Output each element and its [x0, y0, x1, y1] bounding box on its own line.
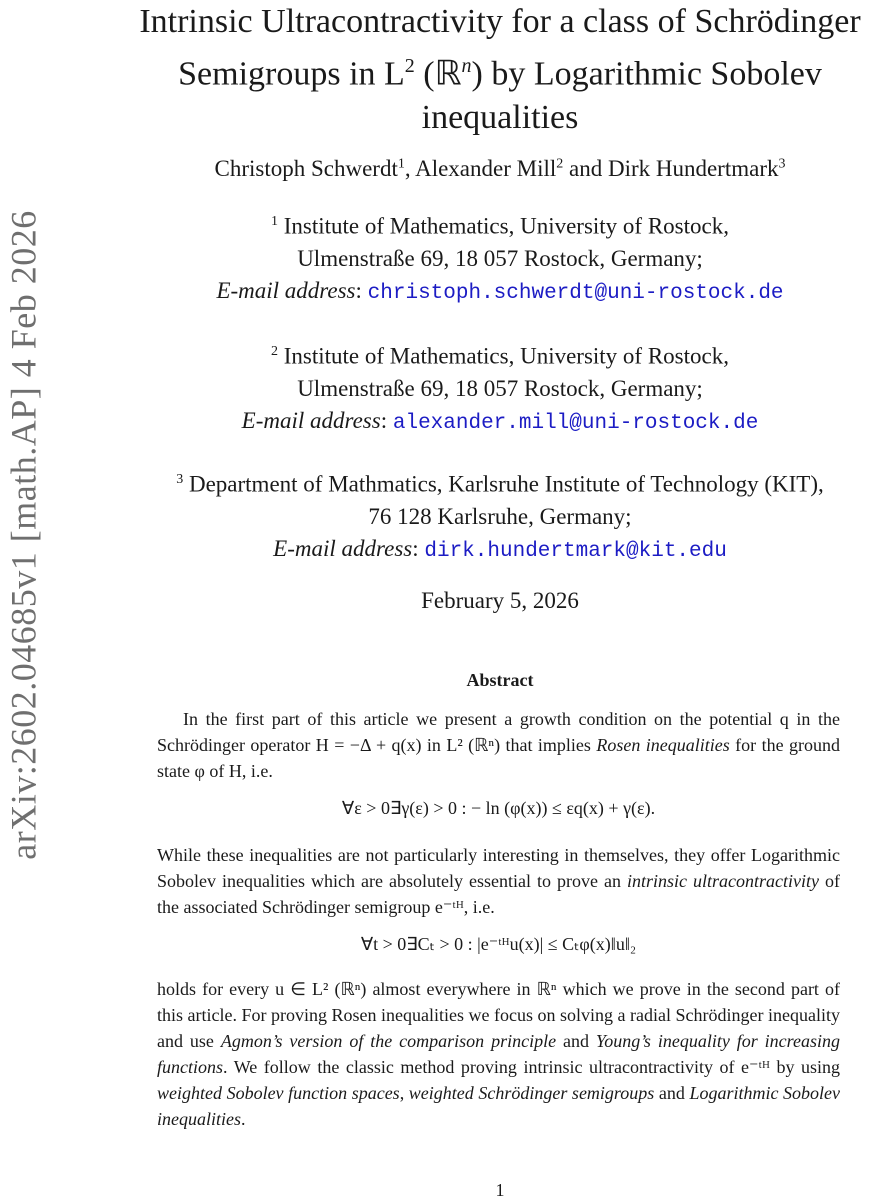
- affiliation-line: [60, 206, 891, 243]
- affiliation-mark: 1: [397, 156, 405, 172]
- affiliation-mark: 3: [176, 472, 184, 487]
- affiliation-2: [60, 336, 891, 440]
- abstract-text: for the ground state φ of H, i.e.: [157, 735, 840, 781]
- abstract-text: ,: [399, 1083, 409, 1103]
- affiliation-line: [60, 336, 891, 373]
- paper-title: [60, 0, 891, 140]
- title-line-3: inequalities: [421, 99, 579, 137]
- affiliation-3: [60, 464, 891, 568]
- rosen-inequality-formula: ∀ε > 0∃γ(ε) > 0 : − ln (φ(x)) ≤ εq(x) + γ(ε).: [341, 798, 656, 818]
- email-label: E-mail address: [216, 277, 356, 303]
- email-label: E-mail address: [273, 535, 413, 561]
- arxiv-stamp: [4, 210, 44, 860]
- author-name: Christoph Schwerdt: [214, 156, 398, 181]
- abstract-emphasis: Agmon’s version of the comparison principle: [220, 1031, 557, 1051]
- abstract-emphasis: weighted Schrödinger semigroups: [408, 1083, 655, 1103]
- affiliation-mark: 2: [271, 344, 278, 359]
- arxiv-identifier: arXiv:2602.04685v1 [math.AP] 4 Feb 2026: [4, 210, 45, 860]
- author-name: and Dirk Hundertmark: [563, 156, 779, 181]
- affiliation-address: Ulmenstraße 69, 18 057 Rostock, Germany;: [297, 245, 703, 271]
- abstract-text: and: [654, 1083, 690, 1103]
- title-line-2: [60, 44, 891, 96]
- abstract-paragraph-2: [157, 842, 840, 920]
- affiliation-address: Ulmenstraße 69, 18 057 Rostock, Germany;: [297, 375, 703, 401]
- title-line-1: Intrinsic Ultracontractivity for a class of Schrödinger: [139, 3, 861, 40]
- affiliation-text: Institute of Mathematics, University of Rostock,: [278, 213, 729, 239]
- abstract-text: holds for every u ∈ L² (ℝⁿ) almost everywhere in ℝⁿ which we prove in the second part of this article. For proving Rosen inequalities we focus on solving a radial Schrödinger inequality and use: [157, 979, 840, 1051]
- email-line: E-mail address: christoph.schwerdt@uni-rostock.de: [216, 277, 784, 305]
- affiliation-mark: 1: [271, 214, 278, 229]
- page-number: 1: [495, 1180, 505, 1200]
- title-superscript: 2: [404, 55, 415, 77]
- abstract-text: In the first part of this article we present a growth condition on the potential q in the Schrödinger operator H = −Δ + q(x) in L² (ℝⁿ) that implies: [157, 709, 840, 755]
- affiliation-address: 76 128 Karlsruhe, Germany;: [368, 503, 632, 529]
- abstract-paragraph-1: [157, 706, 840, 784]
- abstract-text: of the associated Schrödinger semigroup e⁻ᵗᴴ, i.e.: [157, 871, 840, 917]
- affiliation-text: Institute of Mathematics, University of Rostock,: [278, 343, 729, 369]
- abstract-heading: Abstract: [466, 670, 534, 690]
- abstract-emphasis: Rosen inequalities: [596, 735, 730, 755]
- author-list: [60, 156, 891, 182]
- title-text: (ℝ: [414, 55, 462, 93]
- email-label: E-mail address: [241, 407, 381, 433]
- affiliation-1: [60, 206, 891, 310]
- abstract-emphasis: intrinsic ultracontractivity: [626, 871, 819, 891]
- abstract-text: . We follow the classic method proving intrinsic ultracontractivity of e⁻ᵗᴴ by using: [223, 1057, 840, 1077]
- abstract-paragraph-3: [157, 976, 840, 1132]
- affiliation-mark: 2: [556, 156, 564, 172]
- abstract-emphasis: Young’s inequality for increasing functions: [157, 1031, 840, 1077]
- email-line: E-mail address: dirk.hundertmark@kit.edu: [273, 535, 727, 563]
- abstract-text: While these inequalities are not particularly interesting in themselves, they offer Logarithmic Sobolev inequalities which are absolutely essential to prove an: [157, 845, 840, 891]
- affiliation-mark: 3: [778, 156, 786, 172]
- email-link[interactable]: dirk.hundertmark@kit.edu: [424, 539, 727, 563]
- email-line: E-mail address: alexander.mill@uni-rostock.de: [241, 407, 759, 435]
- affiliation-text: Department of Mathmatics, Karlsruhe Institute of Technology (KIT),: [183, 471, 824, 497]
- abstract-text: and: [556, 1031, 596, 1051]
- affiliation-line: [60, 464, 891, 501]
- title-superscript: n: [461, 55, 472, 77]
- abstract-emphasis: weighted Sobolev function spaces: [157, 1083, 400, 1103]
- abstract-emphasis: Logarithmic Sobolev inequalities: [157, 1083, 841, 1129]
- author-name: , Alexander Mill: [404, 156, 557, 181]
- abstract-text: .: [241, 1109, 246, 1129]
- title-text: Semigroups in L: [178, 55, 405, 93]
- publication-date: February 5, 2026: [421, 588, 579, 613]
- title-text: ) by Logarithmic Sobolev: [471, 55, 822, 93]
- email-link[interactable]: alexander.mill@uni-rostock.de: [392, 411, 759, 435]
- ultracontractivity-formula: ∀t > 0∃Cₜ > 0 : |e⁻ᵗᴴu(x)| ≤ Cₜφ(x)‖u‖₂: [360, 934, 637, 954]
- email-link[interactable]: christoph.schwerdt@uni-rostock.de: [367, 281, 784, 305]
